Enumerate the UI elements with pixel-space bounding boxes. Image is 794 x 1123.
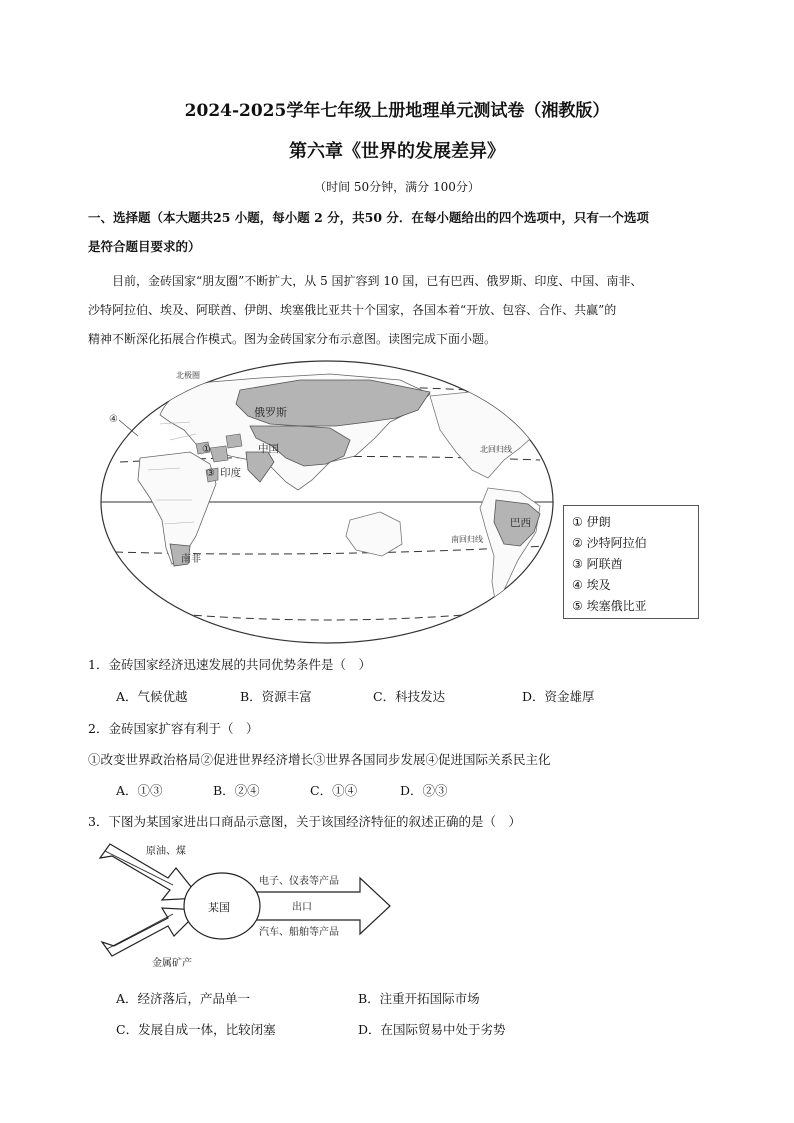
india-label: 印度 — [220, 467, 241, 479]
q3-option-c[interactable]: C．发展自成一体，比较闭塞 — [116, 1022, 276, 1037]
brics-world-map — [100, 360, 555, 645]
legend-item: ⑤ 埃塞俄比亚 — [572, 599, 647, 613]
south-africa-label: 南非 — [181, 554, 201, 565]
export-mid-label: 出口 — [292, 902, 312, 913]
q3-option-b[interactable]: B．注重开拓国际市场 — [358, 991, 480, 1006]
section-heading-line2: 是符合题目要求的） — [88, 239, 201, 254]
intro-line: 沙特阿拉伯、埃及、阿联酋、伊朗、埃塞俄比亚共十个国家，各国本着“开放、包容、合作、共赢”的 — [88, 303, 617, 317]
intro-line: 精神不断深化拓展合作模式。图为金砖国家分布示意图。读图完成下面小题。 — [88, 332, 497, 346]
legend-item: ③ 阿联酋 — [572, 557, 623, 571]
question-1-stem: 1．金砖国家经济迅速发展的共同优势条件是（ ） — [88, 657, 371, 672]
russia-label: 俄罗斯 — [254, 406, 287, 419]
import-arrow-bottom-inner — [107, 914, 173, 949]
marker-1: ① — [202, 444, 211, 455]
question-2-statement: ①改变世界政治格局②促进世界经济增长③世界各国同步发展④促进国际关系民主化 — [88, 752, 551, 767]
marker-4: ④ — [109, 414, 118, 425]
q1-option-b[interactable]: B．资源丰富 — [240, 689, 312, 704]
legend-item: ② 沙特阿拉伯 — [572, 536, 647, 550]
legend-item: ④ 埃及 — [572, 578, 611, 592]
q3-option-a[interactable]: A．经济落后，产品单一 — [116, 991, 251, 1006]
country-label: 某国 — [208, 901, 230, 914]
legend-item: ① 伊朗 — [572, 515, 611, 529]
q1-option-c[interactable]: C．科技发达 — [373, 689, 446, 704]
export-top-label: 电子、仪表等产品 — [259, 876, 339, 887]
import-bottom-label: 金属矿产 — [152, 958, 192, 969]
tropic-capricorn-label: 南回归线 — [451, 535, 483, 544]
question-2-stem: 2．金砖国家扩容有利于（ ） — [88, 721, 259, 736]
q2-option-a[interactable]: A．①③ — [116, 783, 163, 798]
question-3-stem: 3．下图为某国家进出口商品示意图，关于该国经济特征的叙述正确的是（ ） — [88, 814, 521, 829]
map-legend — [563, 505, 699, 619]
china-label: 中国 — [258, 443, 279, 455]
q2-option-c[interactable]: C．①④ — [310, 783, 358, 798]
section-heading-line1: 一、选择题（本大题共25 小题，每小题 2 分，共50 分．在每小题给出的四个选项中，只有一个选项 — [88, 210, 649, 225]
intro-line: 目前，金砖国家“朋友圈”不断扩大，从 5 国扩容到 10 国，已有巴西、俄罗斯、印度、中国、南非、 — [112, 274, 643, 288]
tropic-cancer-label: 北回归线 — [480, 445, 512, 454]
iran-region — [226, 434, 242, 448]
q2-option-b[interactable]: B．②④ — [213, 783, 260, 798]
q1-option-d[interactable]: D．资金雄厚 — [522, 689, 595, 704]
q1-option-a[interactable]: A．气候优越 — [116, 689, 188, 704]
q3-option-d[interactable]: D．在国际贸易中处于劣势 — [358, 1022, 506, 1037]
page-title: 2024-2025学年七年级上册地理单元测试卷（湘教版） — [184, 101, 610, 121]
exam-meta: （时间 50分钟，满分 100分） — [314, 180, 480, 194]
export-bottom-label: 汽车、船舶等产品 — [259, 927, 339, 938]
section-heading — [88, 203, 708, 261]
chapter-title: 第六章《世界的发展差异》 — [289, 141, 505, 162]
import-top-label: 原油、煤 — [146, 846, 186, 857]
intro-paragraph — [88, 267, 708, 354]
arctic-label: 北极圈 — [176, 371, 200, 380]
q2-option-d[interactable]: D．②③ — [400, 783, 448, 798]
marker-3: ③ — [206, 468, 215, 479]
brazil-label: 巴西 — [510, 517, 531, 529]
trade-diagram — [96, 838, 396, 973]
